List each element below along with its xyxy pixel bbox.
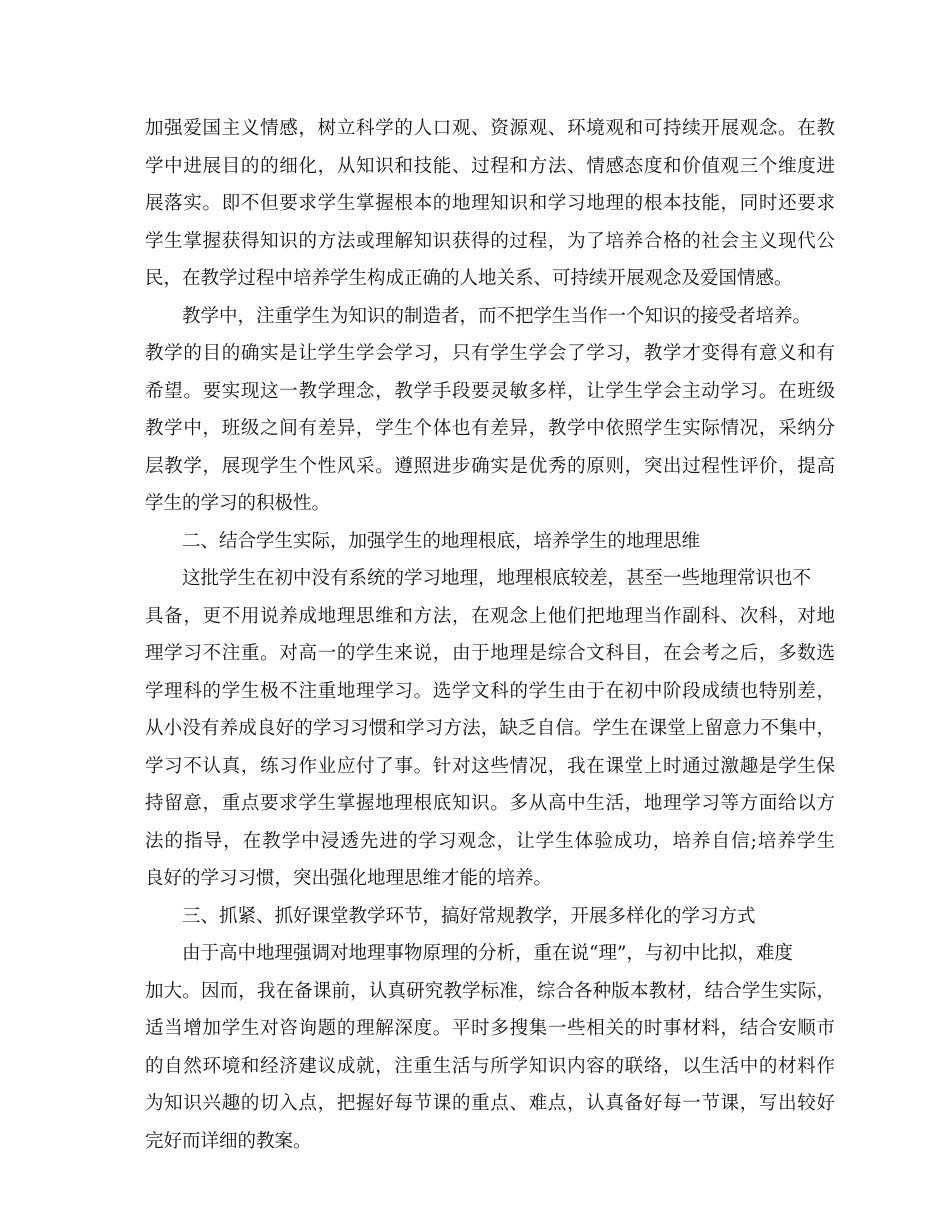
text-line: 良好的学习习惯，突出强化地理思维才能的培养。 xyxy=(145,868,553,889)
text-line: 学习不认真，练习作业应付了事。针对这些情况，我在课堂上时通过激趣是学生保 xyxy=(145,755,835,777)
text-line: 加强爱国主义情感，树立科学的人口观、资源观、环境观和可持续开展观念。在教 xyxy=(145,118,835,139)
text-line: 持留意，重点要求学生掌握地理根底知识。多从高中生活，地理学习等方面给以方 xyxy=(145,793,835,814)
text-line: 教学中，班级之间有差异，学生个体也有差异，教学中依照学生实际情况，采纳分 xyxy=(145,418,835,439)
text-line: 完好而详细的教案。 xyxy=(145,1130,312,1152)
paragraph-2 xyxy=(145,298,835,523)
text-line: 加大。因而，我在备课前，认真研究教学标准，综合各种版本教材，结合学生实际， xyxy=(145,980,835,1002)
text-line: 具备，更不用说养成地理思维和方法，在观念上他们把地理当作副科、次科，对地 xyxy=(145,605,835,627)
text-line: 学生掌握获得知识的方法或理解知识获得的过程，为了培养合格的社会主义现代公 xyxy=(145,230,835,252)
paragraph-3 xyxy=(145,560,835,898)
paragraph-4 xyxy=(145,935,835,1160)
text-line: 学理科的学生极不注重地理学习。选学文科的学生由于在初中阶段成绩也特别差， xyxy=(145,680,835,702)
text-line: 层教学，展现学生个性风采。遵照进步确实是优秀的原则，突出过程性评价，提高 xyxy=(145,455,835,477)
text-line: 希望。要实现这一教学理念，教学手段要灵敏多样，让学生学会主动学习。在班级 xyxy=(145,380,835,402)
text-line: 法的指导，在教学中浸透先进的学习观念，让学生体验成功，培养自信;培养学生 xyxy=(145,830,835,852)
paragraph-1 xyxy=(145,110,835,298)
text-line: 的自然环境和经济建议成就，注重生活与所学知识内容的联络，以生活中的材料作 xyxy=(145,1055,835,1077)
text-line: 由于高中地理强调对地理事物原理的分析，重在说“理”，与初中比拟，难度 xyxy=(182,943,793,964)
text-line: 这批学生在初中没有系统的学习地理，地理根底较差，甚至一些地理常识也不 xyxy=(182,568,812,589)
text-line: 为知识兴趣的切入点，把握好每节课的重点、难点，认真备好每一节课，写出较好 xyxy=(145,1093,835,1114)
text-line: 教学中，注重学生为知识的制造者，而不把学生当作一个知识的接受者培养。 xyxy=(182,305,812,327)
text-line: 学中进展目的的细化，从知识和技能、过程和方法、情感态度和价值观三个维度进 xyxy=(145,155,835,177)
section-heading-3: 三、抓紧、抓好课堂教学环节，搞好常规教学，开展多样化的学习方式 xyxy=(182,905,756,927)
text-line: 理学习不注重。对高一的学生来说，由于地理是综合文科目，在会考之后，多数选 xyxy=(145,643,835,664)
text-line: 适当增加学生对咨询题的理解深度。平时多搜集一些相关的时事材料，结合安顺市 xyxy=(145,1018,835,1039)
document-body xyxy=(145,110,835,1160)
text-line: 民，在教学过程中培养学生构成正确的人地关系、可持续开展观念及爱国情感。 xyxy=(145,268,793,289)
text-line: 学生的学习的积极性。 xyxy=(145,493,331,514)
text-line: 教学的目的确实是让学生学会学习，只有学生学会了学习，教学才变得有意义和有 xyxy=(145,343,835,364)
text-line: 从小没有养成良好的学习习惯和学习方法，缺乏自信。学生在课堂上留意力不集中， xyxy=(145,718,835,739)
text-line: 展落实。即不但要求学生掌握根本的地理知识和学习地理的根本技能，同时还要求 xyxy=(145,193,835,214)
section-heading-2: 二、结合学生实际，加强学生的地理根底，培养学生的地理思维 xyxy=(182,530,701,552)
